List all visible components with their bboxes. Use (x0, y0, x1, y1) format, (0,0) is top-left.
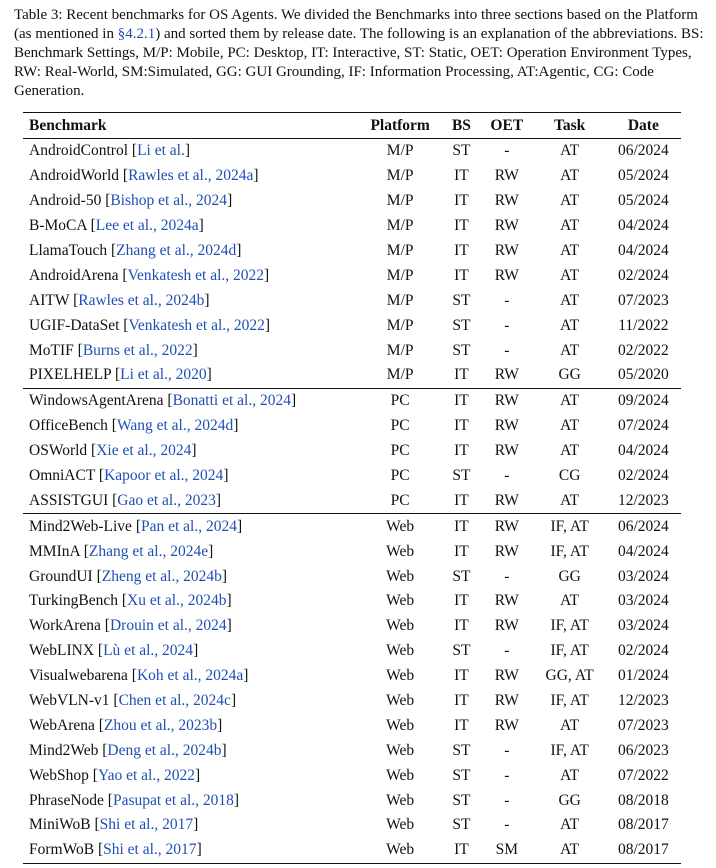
oet-cell: RW (494, 692, 519, 710)
citation-link[interactable]: Chen et al., 2024c (118, 692, 231, 710)
task-cell: AT (534, 838, 606, 863)
benchmark-cell: WindowsAgentArena [Bonatti et al., 2024] (29, 392, 297, 410)
bs-cell: ST (452, 341, 471, 359)
bs-cell: ST (452, 741, 471, 759)
task-cell: GG, AT (545, 667, 594, 685)
citation-link[interactable]: Li et al., 2020 (120, 366, 207, 384)
task-cell: AT (560, 766, 580, 784)
task-cell: AT (560, 316, 580, 334)
section-link[interactable]: §4.2.1 (117, 26, 156, 42)
date-cell: 04/2024 (617, 542, 669, 560)
benchmark-cell: Visualwebarena [Koh et al., 2024a] (29, 667, 249, 685)
table-row (23, 239, 681, 264)
date-cell: 08/2017 (617, 816, 669, 834)
bs-cell: ST (452, 316, 471, 334)
citation-link[interactable]: Venkatesh et al., 2022 (128, 316, 265, 334)
date-cell: 02/2024 (617, 642, 669, 660)
platform-cell: Web (386, 542, 415, 560)
task-cell: AT (560, 442, 580, 460)
citation-link[interactable]: Zhang et al., 2024d (116, 242, 237, 259)
task-cell: GG (558, 791, 581, 809)
benchmark-cell: PhraseNode [Pasupat et al., 2018] (29, 791, 240, 809)
task-cell: IF, AT (550, 642, 589, 660)
oet-cell: - (504, 467, 510, 485)
citation-link[interactable]: Kapoor et al., 2024 (104, 467, 224, 485)
benchmark-name: WebVLN-v1 (29, 692, 110, 710)
bs-cell: IT (454, 192, 469, 210)
bs-cell: IT (454, 667, 469, 685)
table-row (23, 313, 681, 338)
benchmark-cell: AndroidArena [Venkatesh et al., 2022] (29, 266, 270, 284)
table-row (23, 263, 681, 288)
citation-link[interactable]: Wang et al., 2024d (116, 417, 234, 435)
benchmark-name: GroundUI (29, 567, 93, 585)
date-cell: 07/2024 (617, 417, 669, 435)
platform-cell: Web (386, 617, 415, 635)
citation-link[interactable]: Zheng et al., 2024b (101, 567, 222, 585)
bs-cell: IT (454, 542, 469, 560)
header-benchmark: Benchmark (23, 113, 357, 139)
benchmark-cell: WebShop [Yao et al., 2022] (29, 766, 201, 784)
task-cell: CG (558, 467, 581, 485)
task-cell: AT (560, 291, 580, 309)
bs-cell: IT (454, 417, 469, 435)
task-cell: GG (558, 567, 581, 585)
date-cell: 02/2024 (617, 467, 669, 485)
platform-cell: Web (386, 592, 415, 610)
citation-link[interactable]: Li et al. (137, 142, 185, 160)
oet-cell: RW (480, 363, 534, 388)
platform-cell: PC (357, 488, 443, 513)
table-row (23, 363, 681, 388)
citation-link[interactable]: Pan et al., 2024 (140, 517, 237, 535)
table-row (23, 539, 681, 564)
oet-cell: RW (494, 266, 519, 284)
benchmark-cell: GroundUI [Zheng et al., 2024b] (29, 567, 228, 585)
benchmark-cell: OfficeBench [Wang et al., 2024d] (29, 417, 239, 435)
oet-cell: - (504, 567, 510, 585)
task-cell: IF, AT (550, 517, 589, 535)
oet-cell: RW (494, 192, 519, 210)
date-cell: 03/2024 (617, 592, 669, 610)
benchmark-name: Android-50 (29, 192, 102, 210)
table-row (23, 738, 681, 763)
citation-link[interactable]: Venkatesh et al., 2022 (127, 266, 265, 284)
oet-cell: RW (494, 217, 519, 235)
table-row (23, 639, 681, 664)
benchmark-name: MiniWoB (29, 816, 91, 834)
citation-link[interactable]: Shi et al., 2017 (99, 816, 194, 834)
date-cell: 01/2024 (617, 667, 669, 685)
platform-cell: PC (390, 392, 410, 410)
citation-link[interactable]: Drouin et al., 2024 (109, 617, 227, 635)
platform-cell: PC (390, 442, 410, 460)
citation-link[interactable]: Lee et al., 2024a (95, 217, 199, 235)
bs-cell: ST (452, 567, 471, 585)
table-caption (14, 6, 704, 101)
table-row (23, 214, 681, 239)
platform-cell: M/P (386, 341, 414, 359)
benchmarks-table (23, 112, 681, 864)
citation-link[interactable]: Bonatti et al., 2024 (172, 392, 291, 410)
table-row (23, 813, 681, 838)
date-cell: 04/2024 (617, 442, 669, 460)
oet-cell: RW (494, 442, 519, 460)
benchmark-cell: MMInA [Zhang et al., 2024e] (29, 542, 214, 560)
bs-cell: IT (454, 442, 469, 460)
task-cell: AT (560, 716, 580, 734)
oet-cell: - (504, 142, 510, 160)
date-cell: 03/2024 (617, 617, 669, 635)
benchmark-name: FormWoB (29, 841, 95, 859)
benchmark-name: LlamaTouch (29, 242, 108, 259)
date-cell: 07/2023 (617, 716, 669, 734)
platform-cell: PC (390, 417, 410, 435)
oet-cell: RW (494, 417, 519, 435)
date-cell: 09/2024 (617, 392, 669, 410)
oet-cell: - (504, 316, 510, 334)
platform-cell: Web (386, 766, 415, 784)
date-cell: 12/2023 (606, 488, 681, 513)
benchmark-name: AITW (29, 291, 70, 309)
benchmark-cell: WebVLN-v1 [Chen et al., 2024c] (29, 692, 237, 710)
task-cell: AT (560, 217, 580, 235)
platform-cell: PC (390, 467, 410, 485)
oet-cell: RW (494, 617, 519, 635)
date-cell: 05/2024 (617, 192, 669, 210)
bs-cell: IT (454, 592, 469, 610)
table-row (23, 589, 681, 614)
pc-section (23, 388, 681, 513)
date-cell: 05/2024 (617, 167, 669, 185)
benchmark-name: MoTIF (29, 341, 74, 359)
task-cell: AT (560, 341, 580, 359)
bs-cell: IT (454, 617, 469, 635)
bs-cell: IT (454, 392, 469, 410)
table-row (23, 414, 681, 439)
date-cell: 07/2023 (617, 291, 669, 309)
date-cell: 05/2020 (606, 363, 681, 388)
benchmark-name: Mind2Web (29, 741, 99, 759)
date-cell: 08/2018 (617, 791, 669, 809)
task-cell: AT (534, 488, 606, 513)
platform-cell: M/P (386, 316, 414, 334)
bs-cell: IT (454, 517, 469, 535)
date-cell: 06/2023 (617, 741, 669, 759)
benchmark-name: MMInA (29, 542, 80, 560)
benchmark-cell: AndroidControl [Li et al.] (29, 142, 191, 160)
citation-link[interactable]: Gao et al., 2023 (117, 491, 216, 509)
bs-cell: ST (452, 816, 471, 834)
platform-cell: M/P (386, 167, 414, 185)
platform-cell: M/P (386, 242, 414, 259)
task-cell: AT (560, 242, 580, 259)
caption-prefix: Table 3: Recent benchmarks for OS Agents. We divided the Benchmarks into three sections based on the Platform (as mentioned in (14, 7, 698, 42)
table-row (23, 288, 681, 313)
benchmark-cell: OSWorld [Xie et al., 2024] (29, 442, 197, 460)
header-date: Date (606, 113, 681, 139)
benchmark-cell: Mind2Web [Deng et al., 2024b] (29, 741, 227, 759)
bs-cell: IT (454, 242, 469, 259)
date-cell: 04/2024 (617, 217, 669, 235)
bs-cell: IT (454, 716, 469, 734)
platform-cell: Web (386, 667, 415, 685)
date-cell: 07/2022 (617, 766, 669, 784)
benchmark-cell: WorkArena [Drouin et al., 2024] (29, 617, 232, 635)
oet-cell: RW (494, 392, 519, 410)
task-cell: AT (560, 142, 580, 160)
bs-cell: IT (454, 217, 469, 235)
benchmark-name: Visualwebarena (29, 667, 128, 685)
table-row (23, 189, 681, 214)
caption-suffix: ) and sorted them by release date. The following is an explanation of the abbreviations. BS: Benchmark Settings, M/P: Mobile, PC: Desktop, IT: Interactive, ST: Static, OET: Operation Environment Types, RW: Real-World, SM:Simulated, GG: GUI Grounding, IF: Information Processing, AT:Agentic, CG: Code Generation. (14, 26, 704, 99)
platform-cell: M/P (386, 266, 414, 284)
citation-link[interactable]: Lù et al., 2024 (103, 642, 194, 660)
platform-cell: Web (386, 791, 415, 809)
header-task: Task (534, 113, 606, 139)
benchmark-name: WorkArena (29, 617, 101, 635)
benchmark-cell: WebArena [Zhou et al., 2023b] (29, 716, 223, 734)
citation-link[interactable]: Yao et al., 2022 (97, 766, 195, 784)
table-row (23, 388, 681, 413)
benchmark-name: WindowsAgentArena (29, 392, 164, 410)
table-row (23, 564, 681, 589)
date-cell: 03/2024 (617, 567, 669, 585)
task-cell: AT (560, 266, 580, 284)
benchmark-name: WebLINX (29, 642, 95, 660)
bs-cell: IT (443, 363, 480, 388)
citation-link[interactable]: Xie et al., 2024 (96, 442, 192, 460)
citation-link[interactable]: Pasupat et al., 2018 (112, 791, 234, 809)
date-cell: 12/2023 (617, 692, 669, 710)
table-row (23, 338, 681, 363)
benchmark-name: AndroidWorld (29, 167, 120, 185)
task-cell: IF, AT (550, 741, 589, 759)
benchmark-name: TurkingBench (29, 592, 118, 610)
oet-cell: - (504, 816, 510, 834)
citation-link[interactable]: Zhang et al., 2024e (88, 542, 209, 560)
bs-cell: ST (452, 766, 471, 784)
benchmark-name: OfficeBench (29, 417, 108, 435)
benchmark-name: UGIF-DataSet (29, 316, 120, 334)
benchmark-cell: OmniACT [Kapoor et al., 2024] (29, 467, 229, 485)
oet-cell: - (504, 291, 510, 309)
oet-cell: - (504, 341, 510, 359)
task-cell: IF, AT (550, 692, 589, 710)
task-cell: AT (560, 167, 580, 185)
oet-cell: - (504, 791, 510, 809)
table-row (23, 439, 681, 464)
platform-cell: M/P (386, 291, 414, 309)
table-row (23, 689, 681, 714)
header-oet: OET (480, 113, 534, 139)
date-cell: 06/2024 (617, 517, 669, 535)
task-cell: IF, AT (550, 617, 589, 635)
benchmark-cell: UGIF-DataSet [Venkatesh et al., 2022] (29, 316, 271, 334)
task-cell: AT (560, 592, 580, 610)
oet-cell: - (504, 741, 510, 759)
benchmark-cell: PIXELHELP [Li et al., 2020] (23, 363, 357, 388)
benchmark-name: AndroidArena (29, 266, 119, 284)
platform-cell: Web (386, 716, 415, 734)
date-cell: 08/2017 (606, 838, 681, 863)
benchmark-cell: Android-50 [Bishop et al., 2024] (29, 192, 233, 210)
benchmark-cell: FormWoB [Shi et al., 2017] (23, 838, 357, 863)
oet-cell: - (504, 642, 510, 660)
platform-cell: Web (386, 642, 415, 660)
benchmark-name: B-MoCA (29, 217, 87, 235)
oet-cell: - (504, 766, 510, 784)
oet-cell: RW (494, 667, 519, 685)
table-row (23, 614, 681, 639)
bs-cell: ST (452, 467, 471, 485)
bs-cell: ST (452, 291, 471, 309)
table-row (23, 164, 681, 189)
bs-cell: IT (454, 692, 469, 710)
bs-cell: ST (452, 791, 471, 809)
citation-link[interactable]: Shi et al., 2017 (103, 841, 197, 859)
mobile-section (23, 139, 681, 389)
bs-cell: ST (452, 142, 471, 160)
table-row (23, 488, 681, 513)
citation-link[interactable]: Deng et al., 2024b (107, 741, 222, 759)
date-cell: 06/2024 (617, 142, 669, 160)
platform-cell: Web (386, 741, 415, 759)
benchmark-name: ASSISTGUI (29, 491, 109, 509)
bs-cell: IT (454, 167, 469, 185)
benchmark-name: OmniACT (29, 467, 96, 485)
oet-cell: RW (494, 517, 519, 535)
date-cell: 02/2022 (617, 341, 669, 359)
platform-cell: M/P (386, 217, 414, 235)
bs-cell: IT (443, 838, 480, 863)
header-bs: BS (443, 113, 480, 139)
date-cell: 11/2022 (618, 316, 669, 334)
oet-cell: RW (494, 242, 519, 259)
task-cell: AT (560, 192, 580, 210)
date-cell: 04/2024 (617, 242, 669, 259)
table-row (23, 514, 681, 539)
benchmark-cell: TurkingBench [Xu et al., 2024b] (29, 592, 232, 610)
citation-link[interactable]: Bishop et al., 2024 (110, 192, 228, 210)
web-section (23, 514, 681, 863)
platform-cell: Web (386, 816, 415, 834)
benchmark-cell: LlamaTouch [Zhang et al., 2024d] (29, 242, 242, 259)
benchmark-cell: ASSISTGUI [Gao et al., 2023] (23, 488, 357, 513)
citation-link[interactable]: Burns et al., 2022 (82, 341, 193, 359)
benchmark-name: PhraseNode (29, 791, 104, 809)
oet-cell: SM (480, 838, 534, 863)
oet-cell: RW (494, 716, 519, 734)
platform-cell: Web (386, 692, 415, 710)
benchmark-cell: B-MoCA [Lee et al., 2024a] (29, 217, 204, 235)
citation-link[interactable]: Xu et al., 2024b (127, 592, 227, 610)
platform-cell: Web (386, 567, 415, 585)
platform-cell: M/P (386, 192, 414, 210)
benchmark-name: AndroidControl (29, 142, 129, 160)
benchmark-name: Mind2Web-Live (29, 517, 132, 535)
task-cell: IF, AT (550, 542, 589, 560)
header-row (23, 113, 681, 139)
benchmark-name: WebArena (29, 716, 95, 734)
header-platform: Platform (357, 113, 443, 139)
task-cell: AT (560, 417, 580, 435)
benchmark-cell: MiniWoB [Shi et al., 2017] (29, 816, 199, 834)
table-row (23, 763, 681, 788)
bs-cell: ST (452, 642, 471, 660)
table-row (23, 838, 681, 863)
oet-cell: RW (494, 542, 519, 560)
table-row (23, 664, 681, 689)
table-row (23, 464, 681, 489)
benchmark-name: WebShop (29, 766, 89, 784)
benchmark-cell: Mind2Web-Live [Pan et al., 2024] (29, 517, 243, 535)
task-cell: GG (534, 363, 606, 388)
benchmark-cell: AndroidWorld [Rawles et al., 2024a] (29, 167, 259, 185)
platform-cell: Web (386, 517, 415, 535)
citation-link[interactable]: Rawles et al., 2024b (78, 291, 205, 309)
benchmark-name: PIXELHELP (29, 366, 112, 384)
benchmark-name: OSWorld (29, 442, 88, 460)
table-row (23, 139, 681, 164)
table-row (23, 713, 681, 738)
benchmark-cell: MoTIF [Burns et al., 2022] (29, 341, 198, 359)
oet-cell: RW (494, 167, 519, 185)
citation-link[interactable]: Rawles et al., 2024a (128, 167, 254, 185)
oet-cell: RW (494, 592, 519, 610)
bs-cell: IT (443, 488, 480, 513)
benchmark-cell: AITW [Rawles et al., 2024b] (29, 291, 210, 309)
task-cell: AT (560, 392, 580, 410)
platform-cell: M/P (386, 142, 414, 160)
citation-link[interactable]: Zhou et al., 2023b (103, 716, 218, 734)
bs-cell: IT (454, 266, 469, 284)
table-row (23, 788, 681, 813)
task-cell: AT (560, 816, 580, 834)
benchmark-cell: WebLINX [Lù et al., 2024] (29, 642, 199, 660)
date-cell: 02/2024 (617, 266, 669, 284)
citation-link[interactable]: Koh et al., 2024a (136, 667, 244, 685)
platform-cell: Web (357, 838, 443, 863)
platform-cell: M/P (357, 363, 443, 388)
oet-cell: RW (480, 488, 534, 513)
